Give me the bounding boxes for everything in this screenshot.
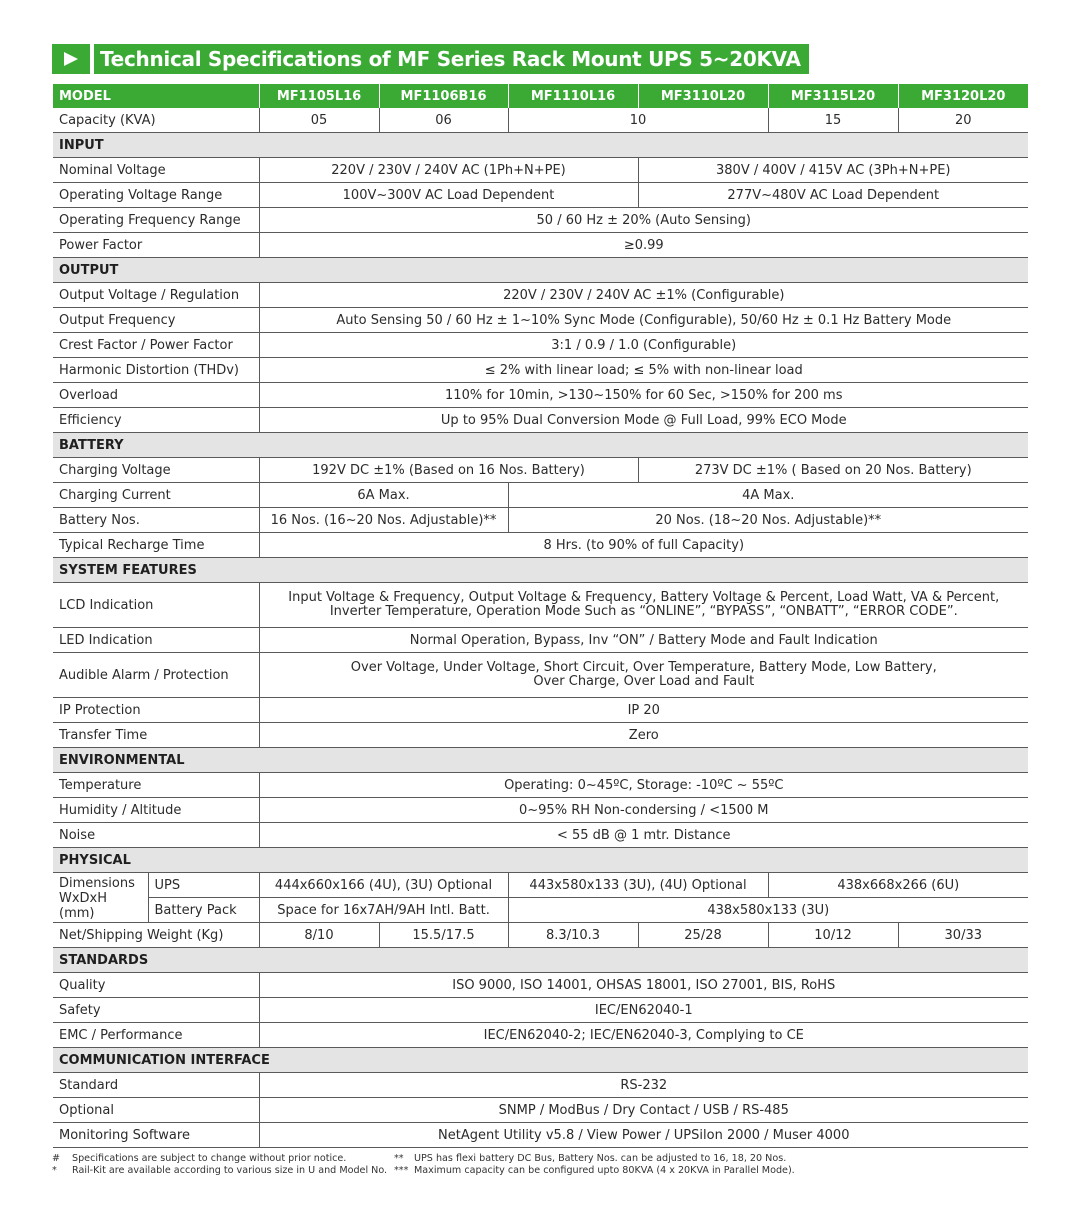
cell-value: 8.3/10.3: [508, 923, 638, 948]
table-row: [53, 383, 1028, 408]
table-row: [53, 1023, 1028, 1048]
cell-value: 16 Nos. (16~20 Nos. Adjustable)**: [259, 508, 508, 533]
cell-value: Zero: [259, 723, 1028, 748]
table-row: [53, 628, 1028, 653]
row-label: Typical Recharge Time: [53, 533, 259, 558]
cell-value: [259, 583, 1028, 628]
cell-value: 50 / 60 Hz ± 20% (Auto Sensing): [259, 208, 1028, 233]
row-label: Net/Shipping Weight (Kg): [53, 923, 259, 948]
cell-value: 100V~300V AC Load Dependent: [259, 183, 638, 208]
cell-value: 06: [379, 108, 508, 133]
cell-value: IP 20: [259, 698, 1028, 723]
section-title: ENVIRONMENTAL: [53, 748, 259, 773]
section-title: STANDARDS: [53, 948, 259, 973]
section-header: [53, 1048, 1028, 1073]
table-row: [53, 308, 1028, 333]
section-header: [53, 133, 1028, 158]
row-label: Quality: [53, 973, 259, 998]
row-label: Charging Current: [53, 483, 259, 508]
cell-value: ≤ 2% with linear load; ≤ 5% with non-linear load: [259, 358, 1028, 383]
section-header: [53, 848, 1028, 873]
row-label: Crest Factor / Power Factor: [53, 333, 259, 358]
row-label: Transfer Time: [53, 723, 259, 748]
model-name: MF3115L20: [768, 84, 898, 108]
cell-value: 20: [898, 108, 1028, 133]
table-row: [53, 358, 1028, 383]
row-label: LCD Indication: [53, 583, 259, 628]
footnote-symbol: *: [52, 1165, 57, 1176]
row-label: Monitoring Software: [53, 1123, 259, 1148]
table-row: [53, 233, 1028, 258]
section-title: BATTERY: [53, 433, 259, 458]
cell-value: Normal Operation, Bypass, Inv “ON” / Battery Mode and Fault Indication: [259, 628, 1028, 653]
table-row: [53, 508, 1028, 533]
table-row: [53, 873, 1028, 898]
cell-value: 273V DC ±1% ( Based on 20 Nos. Battery): [638, 458, 1028, 483]
cell-value: 25/28: [638, 923, 768, 948]
table-row: [53, 973, 1028, 998]
cell-value: 10: [508, 108, 768, 133]
row-label: Standard: [53, 1073, 259, 1098]
row-label: Optional: [53, 1098, 259, 1123]
cell-value: Auto Sensing 50 / 60 Hz ± 1~10% Sync Mode (Configurable), 50/60 Hz ± 0.1 Hz Battery Mode: [259, 308, 1028, 333]
cell-value: 438x580x133 (3U): [508, 898, 1028, 923]
table-header-row: [53, 84, 1028, 108]
cell-value: 438x668x266 (6U): [768, 873, 1028, 898]
cell-value: < 55 dB @ 1 mtr. Distance: [259, 823, 1028, 848]
cell-line: Input Voltage & Frequency, Output Voltage & Frequency, Battery Voltage & Percent, Load Watt, VA & Percent,: [288, 590, 1000, 605]
row-label: Efficiency: [53, 408, 259, 433]
cell-value: 220V / 230V / 240V AC ±1% (Configurable): [259, 283, 1028, 308]
table-row: [53, 483, 1028, 508]
row-label: Harmonic Distortion (THDv): [53, 358, 259, 383]
row-label: Safety: [53, 998, 259, 1023]
cell-value: ≥0.99: [259, 233, 1028, 258]
row-sublabel: UPS: [148, 873, 259, 898]
cell-value: Operating: 0~45ºC, Storage: -10ºC ~ 55ºC: [259, 773, 1028, 798]
table-row: [53, 653, 1028, 698]
cell-value: IEC/EN62040-1: [259, 998, 1028, 1023]
row-label: Dimensions WxDxH (mm): [53, 873, 148, 923]
cell-value: 6A Max.: [259, 483, 508, 508]
section-title: PHYSICAL: [53, 848, 259, 873]
section-title: COMMUNICATION INTERFACE: [53, 1048, 379, 1073]
table-row: [53, 723, 1028, 748]
table-row: [53, 158, 1028, 183]
table-row: [53, 923, 1028, 948]
model-label: MODEL: [53, 84, 259, 108]
cell-value: 3:1 / 0.9 / 1.0 (Configurable): [259, 333, 1028, 358]
table-row: [53, 458, 1028, 483]
cell-value: 277V~480V AC Load Dependent: [638, 183, 1028, 208]
row-label: IP Protection: [53, 698, 259, 723]
table-row: [53, 533, 1028, 558]
cell-value: 444x660x166 (4U), (3U) Optional: [259, 873, 508, 898]
cell-value: 220V / 230V / 240V AC (1Ph+N+PE): [259, 158, 638, 183]
footnote-text: Maximum capacity can be configured upto 80KVA (4 x 20KVA in Parallel Mode).: [414, 1165, 795, 1176]
cell-value: 192V DC ±1% (Based on 16 Nos. Battery): [259, 458, 638, 483]
cell-value: 15: [768, 108, 898, 133]
cell-value: 15.5/17.5: [379, 923, 508, 948]
table-row: [53, 698, 1028, 723]
table-row: [53, 183, 1028, 208]
cell-value: ISO 9000, ISO 14001, OHSAS 18001, ISO 27001, BIS, RoHS: [259, 973, 1028, 998]
footnote-symbol: #: [52, 1153, 61, 1164]
model-name: MF1110L16: [508, 84, 638, 108]
model-name: MF3120L20: [898, 84, 1028, 108]
footnote-text: Specifications are subject to change without prior notice.: [72, 1153, 347, 1164]
cell-value: 20 Nos. (18~20 Nos. Adjustable)**: [508, 508, 1028, 533]
table-row: [53, 898, 1028, 923]
row-label: Power Factor: [53, 233, 259, 258]
table-row: [53, 333, 1028, 358]
table-row: [53, 583, 1028, 628]
section-header: [53, 258, 1028, 283]
cell-value: 05: [259, 108, 379, 133]
table-row: [53, 823, 1028, 848]
cell-line: Over Charge, Over Load and Fault: [533, 674, 755, 689]
spec-table: [53, 84, 1028, 1148]
row-label: Operating Frequency Range: [53, 208, 259, 233]
cell-value: 30/33: [898, 923, 1028, 948]
section-title: OUTPUT: [53, 258, 259, 283]
cell-line: Inverter Temperature, Operation Mode Such as “ONLINE”, “BYPASS”, “ONBATT”, “ERROR CODE”.: [329, 604, 958, 619]
row-label: Operating Voltage Range: [53, 183, 259, 208]
table-row: [53, 208, 1028, 233]
table-row: [53, 1123, 1028, 1148]
page-title: Technical Specifications of MF Series Rack Mount UPS 5~20KVA: [94, 44, 809, 74]
footnote-text: Rail-Kit are available according to various size in U and Model No.: [72, 1165, 388, 1176]
row-label: LED Indication: [53, 628, 259, 653]
title-bar: [52, 44, 809, 74]
cell-value: NetAgent Utility v5.8 / View Power / UPSilon 2000 / Muser 4000: [259, 1123, 1028, 1148]
cell-value: 4A Max.: [508, 483, 1028, 508]
table-row: [53, 798, 1028, 823]
cell-value: 8 Hrs. (to 90% of full Capacity): [259, 533, 1028, 558]
play-arrow-icon: [52, 44, 90, 74]
row-sublabel: Battery Pack: [148, 898, 259, 923]
row-label: Charging Voltage: [53, 458, 259, 483]
model-name: MF1106B16: [379, 84, 508, 108]
footnote-row: [52, 1153, 795, 1165]
section-header: [53, 948, 1028, 973]
section-header: [53, 748, 1028, 773]
table-row: [53, 998, 1028, 1023]
cell-value: [259, 653, 1028, 698]
row-label: Output Frequency: [53, 308, 259, 333]
row-label: Battery Nos.: [53, 508, 259, 533]
footnote-symbol: ***: [394, 1165, 409, 1176]
row-label: Overload: [53, 383, 259, 408]
model-name: MF3110L20: [638, 84, 768, 108]
row-label: Humidity / Altitude: [53, 798, 259, 823]
cell-value: Up to 95% Dual Conversion Mode @ Full Load, 99% ECO Mode: [259, 408, 1028, 433]
cell-value: 110% for 10min, >130~150% for 60 Sec, >150% for 200 ms: [259, 383, 1028, 408]
cell-value: 10/12: [768, 923, 898, 948]
section-header: [53, 433, 1028, 458]
row-label: Audible Alarm / Protection: [53, 653, 259, 698]
table-row: [53, 1073, 1028, 1098]
cell-value: IEC/EN62040-2; IEC/EN62040-3, Complying to CE: [259, 1023, 1028, 1048]
footnote-text: UPS has flexi battery DC Bus, Battery Nos. can be adjusted to 16, 18, 20 Nos.: [414, 1153, 787, 1164]
cell-value: SNMP / ModBus / Dry Contact / USB / RS-485: [259, 1098, 1028, 1123]
row-label: Output Voltage / Regulation: [53, 283, 259, 308]
cell-value: 380V / 400V / 415V AC (3Ph+N+PE): [638, 158, 1028, 183]
table-row: [53, 1098, 1028, 1123]
cell-value: Space for 16x7AH/9AH Intl. Batt.: [259, 898, 508, 923]
row-label: EMC / Performance: [53, 1023, 259, 1048]
table-row: [53, 773, 1028, 798]
row-label: Noise: [53, 823, 259, 848]
row-label: Capacity (KVA): [53, 108, 259, 133]
cell-value: 443x580x133 (3U), (4U) Optional: [508, 873, 768, 898]
cell-value: 0~95% RH Non-condersing / <1500 M: [259, 798, 1028, 823]
section-title: INPUT: [53, 133, 259, 158]
section-title: SYSTEM FEATURES: [53, 558, 259, 583]
footnotes: [52, 1153, 795, 1177]
table-row: [53, 283, 1028, 308]
row-label: Temperature: [53, 773, 259, 798]
table-row: [53, 108, 1028, 133]
model-name: MF1105L16: [259, 84, 379, 108]
section-header: [53, 558, 1028, 583]
cell-value: 8/10: [259, 923, 379, 948]
footnote-row: [52, 1165, 795, 1177]
cell-line: Over Voltage, Under Voltage, Short Circuit, Over Temperature, Battery Mode, Low Battery,: [350, 660, 937, 675]
cell-value: RS-232: [259, 1073, 1028, 1098]
row-label: Nominal Voltage: [53, 158, 259, 183]
table-row: [53, 408, 1028, 433]
footnote-symbol: **: [394, 1153, 404, 1164]
